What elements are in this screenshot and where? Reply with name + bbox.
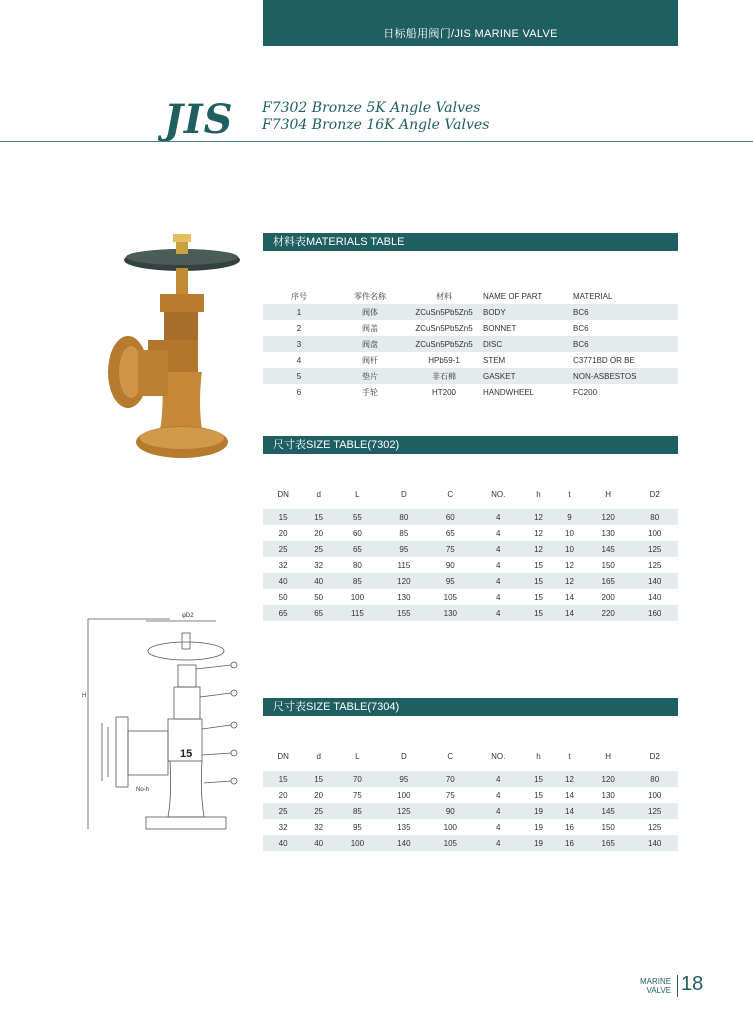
table-cell: 125 [631,803,678,819]
header-bar-text: 日标船用阀门/JIS MARINE VALVE [383,28,558,40]
col-header: H [605,751,612,761]
size-table-7304-title: 尺寸表SIZE TABLE(7304) [263,698,678,716]
col-header: NO. [491,489,506,499]
table-cell: 20 [278,528,288,538]
table-cell: 85 [334,573,380,589]
table-row [263,803,678,819]
table-cell: 19 [523,835,554,851]
table-cell: 90 [427,803,473,819]
materials-table [263,288,678,400]
table-cell: BC6 [573,323,589,333]
table-cell: 125 [648,560,662,570]
table-cell: 4 [474,541,524,557]
table-cell: 80 [631,771,678,787]
table-cell: 85 [334,803,380,819]
table-cell: 145 [585,541,631,557]
table-row [263,605,678,621]
table-cell: 140 [631,573,678,589]
table-cell: 15 [523,771,554,787]
table-cell: 130 [397,592,411,602]
size-table-7304 [263,741,678,851]
table-cell: HPb59-1 [428,355,460,365]
table-cell: 16 [554,835,585,851]
col-header: D [400,751,407,761]
table-cell: 135 [397,822,411,832]
table-cell: BODY [483,304,573,320]
table-cell: 75 [445,790,455,800]
table-cell: 70 [334,771,380,787]
table-cell: 阀盘 [335,336,405,352]
table-row [263,573,678,589]
valve-photo [102,232,247,472]
col-header: d [316,751,321,761]
col-header: 材料 [436,291,452,301]
table-row [263,787,678,803]
table-cell: 65 [445,528,455,538]
table-cell: 130 [427,605,473,621]
table-cell: 19 [523,803,554,819]
col-header: NO. [491,751,506,761]
table-cell: 150 [601,560,615,570]
page-title [262,100,489,134]
footer-label [640,977,671,995]
table-cell: 6 [296,387,302,397]
table-cell: 55 [334,509,380,525]
table-cell: 1 [263,304,335,320]
table-cell: 9 [554,509,585,525]
col-header: t [568,489,571,499]
table-cell: FC200 [573,387,598,397]
col-header: L [355,489,360,499]
table-cell: 95 [381,771,427,787]
table-cell: 15 [263,771,303,787]
table-cell: 2 [296,323,302,333]
table-cell: 65 [303,605,334,621]
drawing-label-d2: φD2 [182,613,194,619]
drawing-label-noh: No-h [136,787,150,793]
table-cell: 40 [263,573,303,589]
table-cell: 105 [443,592,457,602]
table-cell: 25 [263,541,303,557]
table-cell: 4 [296,355,302,365]
table-cell: 165 [585,835,631,851]
materials-table-title: 材料表MATERIALS TABLE [263,233,678,251]
table-cell: ZCuSn5Pb5Zn5 [405,336,483,352]
table-cell: 75 [427,541,473,557]
table-cell: BC6 [573,336,678,352]
table-cell: 14 [565,790,574,800]
col-header: D2 [649,751,660,761]
table-cell: 15 [303,771,334,787]
table-cell: 115 [334,605,380,621]
drawing-label-h: H [82,693,87,699]
table-cell: 155 [381,605,427,621]
table-cell: 100 [397,790,411,800]
table-cell: HANDWHEEL [483,387,535,397]
table-cell: 手轮 [362,387,378,397]
table-header-row [263,288,678,304]
table-row [263,320,678,336]
table-cell: 80 [352,560,362,570]
table-cell: 4 [474,803,524,819]
table-cell: 12 [523,509,554,525]
table-cell: 140 [631,835,678,851]
col-header: C [447,751,454,761]
table-cell: 220 [585,605,631,621]
table-cell: 90 [445,560,455,570]
table-cell: 100 [648,528,662,538]
table-cell: 60 [427,509,473,525]
col-header: 零件名称 [354,291,386,301]
col-header: MATERIAL [573,291,613,301]
table-cell: 20 [314,528,324,538]
footer-line-valve: VALVE [646,986,672,995]
table-cell: 12 [565,560,574,570]
header-rule [0,141,753,142]
table-row [263,352,678,368]
table-cell: 100 [648,790,662,800]
table-row [263,509,678,525]
col-header: d [316,489,321,499]
table-cell: 80 [631,509,678,525]
table-cell: 105 [427,835,473,851]
table-cell: 120 [381,573,427,589]
table-cell: DISC [483,336,573,352]
table-cell: 垫片 [335,368,405,384]
table-cell: 65 [263,605,303,621]
valve-drawing [80,605,250,835]
table-cell: 15 [303,509,334,525]
table-cell: 12 [523,541,554,557]
table-cell: 115 [397,560,411,570]
table-row [263,589,678,605]
table-header-row [263,479,678,509]
table-row [263,771,678,787]
table-cell: 65 [334,541,380,557]
footer-line-marine: MARINE [640,977,672,986]
table-cell: 14 [565,592,574,602]
table-cell: 150 [601,822,615,832]
table-header-row [263,741,678,771]
table-cell: 120 [585,509,631,525]
table-cell: 125 [648,822,662,832]
table-cell: 80 [381,509,427,525]
table-cell: 阀体 [335,304,405,320]
table-row [263,835,678,851]
table-cell: 3 [263,336,335,352]
col-header: L [355,751,360,761]
table-cell: 15 [534,790,543,800]
col-header: h [536,489,541,499]
table-cell: 4 [496,822,501,832]
table-cell: 32 [314,560,324,570]
table-cell: 10 [565,528,574,538]
table-row [263,336,678,352]
table-cell: C3771BD OR BE [573,355,635,365]
table-cell: 4 [474,509,524,525]
table-cell: 60 [352,528,362,538]
table-cell: HT200 [431,387,456,397]
table-cell: BC6 [573,304,678,320]
table-cell: 4 [496,560,501,570]
table-row [263,557,678,573]
table-row [263,368,678,384]
table-cell: GASKET [483,368,573,384]
table-cell: 15 [523,605,554,621]
table-cell: 阀盖 [362,323,378,333]
table-row [263,384,678,400]
drawing-label-dn: 15 [180,748,193,760]
header-bar [263,0,678,46]
size-table-7302-title: 尺寸表SIZE TABLE(7302) [263,436,678,454]
table-cell: 非石棉 [405,368,483,384]
table-cell: 75 [352,790,362,800]
table-cell: 40 [303,573,334,589]
table-cell: 阀杆 [362,355,378,365]
table-cell: 15 [534,592,543,602]
table-row [263,304,678,320]
table-cell: 140 [381,835,427,851]
table-cell: 4 [496,790,501,800]
table-cell: 100 [443,822,457,832]
col-header: NAME OF PART [483,291,543,301]
table-cell: 32 [278,560,288,570]
table-cell: 12 [554,573,585,589]
table-cell: 50 [278,592,288,602]
table-cell: 15 [523,573,554,589]
table-cell: 125 [631,541,678,557]
table-cell: 120 [585,771,631,787]
table-cell: 85 [399,528,409,538]
table-cell: 160 [631,605,678,621]
table-cell: 16 [565,822,574,832]
table-cell: ZCuSn5Pb5Zn5 [415,323,473,333]
table-cell: 4 [474,605,524,621]
col-header: D [400,489,407,499]
table-cell: NON-ASBESTOS [573,368,678,384]
table-cell: 145 [585,803,631,819]
table-cell: 130 [601,528,615,538]
col-header: DN [277,489,289,499]
size-table-7302 [263,479,678,621]
table-cell: 40 [263,835,303,851]
table-cell: 20 [278,790,288,800]
table-cell: 15 [534,560,543,570]
title-f7304: F7304 Bronze 16K Angle Valves [262,117,490,133]
table-row [263,819,678,835]
table-cell: 4 [496,528,501,538]
page-number: 18 [681,973,704,995]
table-cell: 20 [314,790,324,800]
table-cell: 140 [648,592,662,602]
table-cell: 12 [554,771,585,787]
table-cell: 10 [554,541,585,557]
table-cell: 19 [534,822,543,832]
col-header: C [447,489,454,499]
col-header: H [605,489,612,499]
table-cell: 25 [303,541,334,557]
table-cell: 25 [263,803,303,819]
table-cell: 4 [474,835,524,851]
table-cell: 5 [263,368,335,384]
table-cell: 100 [350,592,365,602]
footer-divider [677,975,678,997]
table-cell: STEM [483,355,506,365]
table-cell: 95 [381,541,427,557]
table-cell: 50 [314,592,324,602]
table-cell: 14 [554,605,585,621]
table-row [263,525,678,541]
col-header: DN [277,751,289,761]
col-header: D2 [649,489,660,499]
table-cell: 130 [601,790,615,800]
table-cell: ZCuSn5Pb5Zn5 [405,304,483,320]
table-cell: 125 [381,803,427,819]
table-row [263,541,678,557]
table-cell: 95 [427,573,473,589]
table-cell: 32 [314,822,324,832]
table-cell: 4 [496,592,501,602]
table-cell: 70 [427,771,473,787]
table-cell: 4 [474,573,524,589]
table-cell: 12 [534,528,543,538]
table-cell: 95 [352,822,362,832]
col-header: h [536,751,541,761]
table-cell: 100 [334,835,380,851]
table-cell: 14 [554,803,585,819]
table-cell: 4 [474,771,524,787]
table-cell: 40 [303,835,334,851]
table-cell: 165 [585,573,631,589]
jis-logo: JIS [164,96,234,143]
table-cell: 15 [263,509,303,525]
table-cell: 25 [303,803,334,819]
table-cell: 200 [601,592,615,602]
table-cell: BONNET [483,323,517,333]
table-cell: 32 [278,822,288,832]
col-header: 序号 [291,291,307,301]
col-header: t [568,751,571,761]
title-f7302: F7302 Bronze 5K Angle Valves [262,100,481,116]
